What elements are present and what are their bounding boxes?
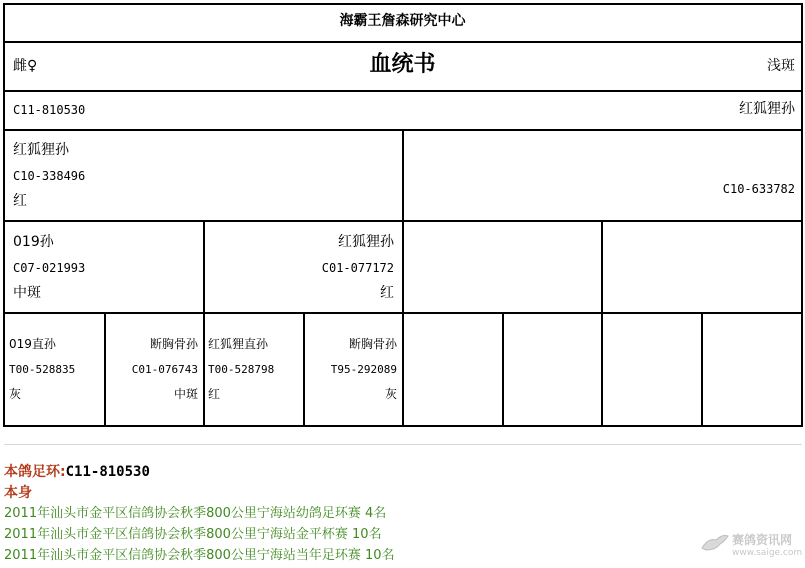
ring-record-label: 本鸽足环:	[4, 464, 66, 480]
ring-record	[4, 464, 150, 480]
col-divider	[303, 312, 305, 427]
col-divider	[203, 220, 205, 427]
subject-name: 红狐狸孙	[739, 101, 795, 117]
grandsire-name: 019孙	[13, 234, 54, 250]
watermark	[700, 526, 803, 566]
pigeon-logo-icon	[700, 530, 730, 554]
sire-ring: C10-338496	[13, 169, 86, 183]
col-divider	[701, 312, 703, 427]
plumage-label: 浅斑	[767, 58, 795, 74]
document-title: 血统书	[369, 51, 436, 77]
self-label: 本身	[4, 485, 32, 501]
great-granddam-name: 断胸骨孙	[149, 337, 198, 351]
result-item: 2011年汕头市金平区信鸽协会秋季800公里宁海站幼鸽足环赛 4名	[4, 506, 387, 521]
granddam-name: 红狐狸孙	[338, 234, 394, 250]
great-grandsire-color: 红	[208, 387, 221, 401]
row-divider	[3, 90, 803, 92]
col-divider	[601, 220, 603, 427]
granddam-color: 红	[380, 285, 394, 301]
dam-ring: C10-633782	[722, 182, 795, 196]
great-grandsire-name: 红狐狸直孙	[208, 337, 269, 351]
great-grandsire-name: 019直孙	[9, 337, 56, 351]
ring-record-value: C11-810530	[65, 464, 150, 480]
sire-color: 红	[13, 193, 27, 209]
result-item: 2011年汕头市金平区信鸽协会秋季800公里宁海站当年足环赛 10名	[4, 548, 395, 563]
subject-ring: C11-810530	[13, 103, 86, 117]
great-granddam-color: 中斑	[173, 387, 198, 401]
great-grandsire-color: 灰	[9, 387, 22, 401]
result-item: 2011年汕头市金平区信鸽协会秋季800公里宁海站金平杯赛 10名	[4, 527, 382, 542]
grandsire-color: 中斑	[13, 285, 41, 301]
great-grandsire-ring: T00-528835	[9, 363, 76, 376]
section-divider	[4, 444, 802, 445]
great-granddam-name: 断胸骨孙	[348, 337, 397, 351]
grandsire-ring: C07-021993	[13, 261, 86, 275]
watermark-brand: 赛鸽资讯网	[732, 533, 793, 547]
great-granddam-color: 灰	[384, 387, 397, 401]
great-granddam-ring: C01-076743	[131, 363, 198, 376]
row-divider	[3, 41, 803, 43]
great-granddam-ring: T95-292089	[330, 363, 397, 376]
col-divider	[402, 129, 404, 427]
col-divider	[104, 312, 106, 427]
sire-name: 红狐狸孙	[13, 142, 69, 158]
great-grandsire-ring: T00-528798	[208, 363, 275, 376]
col-divider	[502, 312, 504, 427]
org-title: 海霸王詹森研究中心	[339, 13, 466, 29]
granddam-ring: C01-077172	[321, 261, 394, 275]
sex-label: 雌♀	[13, 58, 38, 74]
watermark-url: www.saige.com	[732, 548, 803, 558]
